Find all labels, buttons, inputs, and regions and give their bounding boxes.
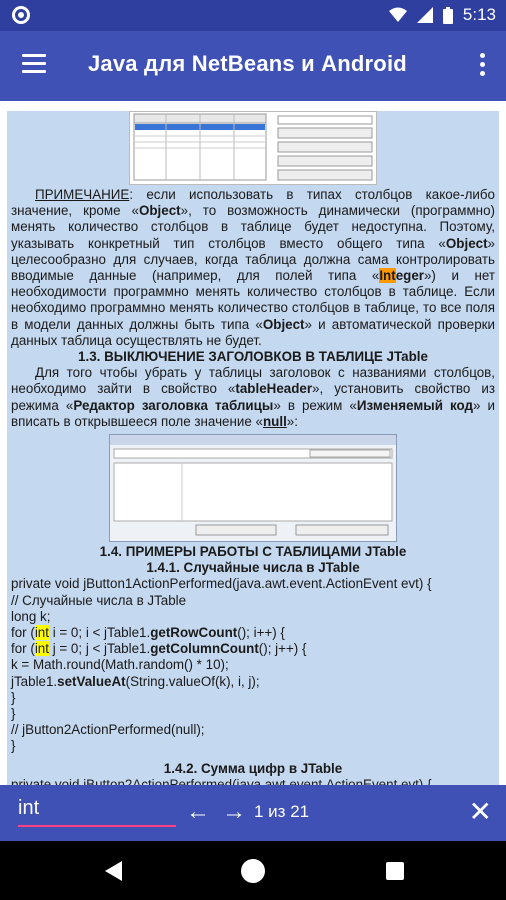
figure-table-screenshot bbox=[129, 111, 377, 185]
code-line: jTable1.setValueAt(String.valueOf(k), i, j); bbox=[11, 673, 260, 689]
signal-icon bbox=[417, 7, 433, 23]
document-page bbox=[7, 111, 499, 791]
code-line: for (int i = 0; i < jTable1.getRowCount(); i++) { bbox=[11, 625, 285, 641]
recents-icon[interactable] bbox=[386, 862, 404, 880]
notification-icon bbox=[12, 6, 30, 24]
find-bar bbox=[0, 785, 506, 841]
heading-1-4-2: 1.4.2. Сумма цифр в JTable bbox=[163, 760, 343, 776]
app-bar bbox=[0, 31, 506, 101]
code-line: // jButton2ActionPerformed(null); bbox=[11, 722, 205, 738]
status-bar bbox=[0, 0, 506, 31]
arrow-left-icon[interactable]: ← bbox=[186, 798, 210, 825]
home-icon[interactable] bbox=[241, 859, 265, 883]
code-line: } bbox=[11, 689, 16, 705]
battery-icon bbox=[443, 7, 453, 24]
code-line: long k; bbox=[11, 608, 51, 624]
menu-icon[interactable] bbox=[22, 54, 46, 74]
search-highlight: int bbox=[34, 641, 49, 657]
code-line: for (int j = 0; j < jTable1.getColumnCount(); j++) { bbox=[11, 641, 307, 657]
heading-1-4-1: 1.4.1. Случайные числа в JTable bbox=[146, 560, 360, 576]
code-line: } bbox=[11, 738, 16, 754]
code-line: private void jButton1ActionPerformed(java.awt.event.ActionEvent evt) { bbox=[11, 576, 432, 592]
figure-dialog-screenshot bbox=[109, 434, 397, 542]
close-icon[interactable]: ✕ bbox=[468, 796, 492, 827]
wifi-icon bbox=[389, 7, 407, 23]
note-paragraph: ПРИМЕЧАНИЕ: если использовать в типах столбцов какое-либо значение, кроме «Object», то возможность динамически (программно) менять количество столбцов в таблице будет недоступна. Поэтому, указывать конкретный тип столбцов вместо общего типа «Object» целесообразно для случаев, когда таблица должна сама контролировать вводимые данные (например, для полей типа «Integer») и нет необходимости программно менять количество столбцов в таблице. Если необходимо программно менять количество столбцов в таблице, то все поля в модели данных должны быть типа «Object» и автоматической проверки данных таблица осуществлять не будет. bbox=[11, 187, 496, 348]
heading-1-4: 1.4. ПРИМЕРЫ РАБОТЫ С ТАБЛИЦАМИ JTable bbox=[99, 544, 407, 560]
back-icon[interactable] bbox=[105, 861, 122, 881]
code-line: } bbox=[11, 706, 16, 722]
search-highlight: int bbox=[34, 625, 49, 641]
code-line: k = Math.round(Math.random() * 10); bbox=[11, 657, 229, 673]
match-counter: 1 из 21 bbox=[254, 802, 310, 821]
document-view[interactable] bbox=[0, 101, 506, 785]
paragraph-1-3: Для того чтобы убрать у таблицы заголовок с названиями столбцов, необходимо зайти в свойство «tableHeader», установить свойство из режима «Редактор заголовка таблицы» в режим «Изменяемый код» и вписать в открывшееся поле значение «null»: bbox=[11, 365, 495, 429]
search-field[interactable] bbox=[18, 797, 176, 827]
app-title: Java для NetBeans и Android bbox=[88, 51, 407, 76]
navigation-bar bbox=[0, 841, 506, 900]
more-options-icon[interactable] bbox=[480, 53, 486, 80]
clock: 5:13 bbox=[462, 5, 496, 24]
search-highlight-current: Int bbox=[379, 268, 396, 284]
heading-1-3: 1.3. ВЫКЛЮЧЕНИЕ ЗАГОЛОВКОВ В ТАБЛИЦЕ JTable bbox=[78, 349, 428, 365]
search-input[interactable] bbox=[18, 797, 168, 820]
code-line: // Случайные числа в JTable bbox=[11, 592, 187, 608]
arrow-right-icon[interactable]: → bbox=[222, 798, 246, 825]
